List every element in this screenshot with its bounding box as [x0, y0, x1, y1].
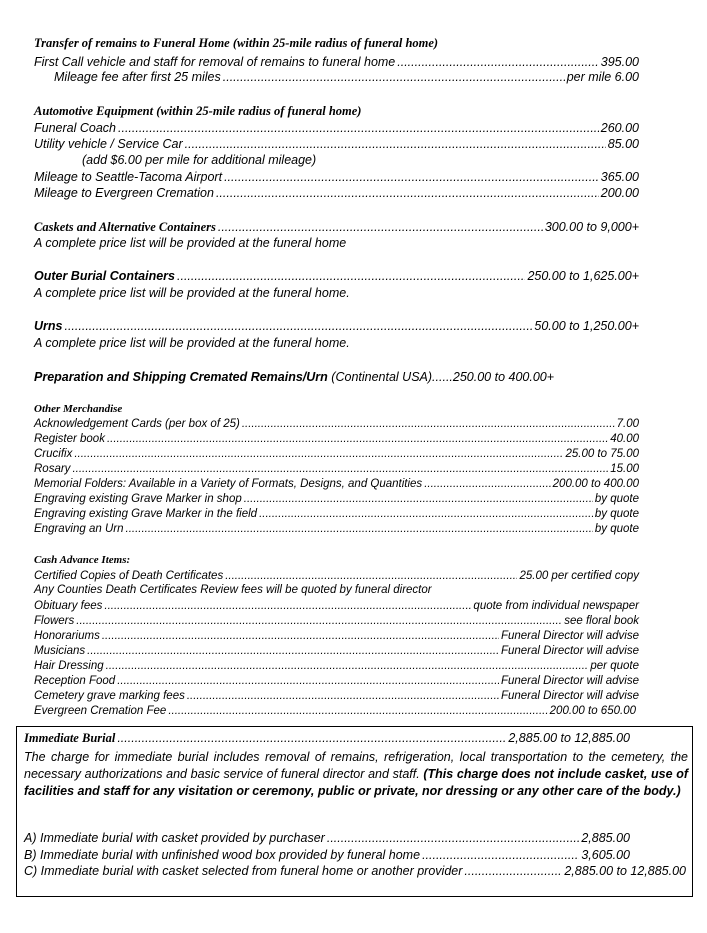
- item-value: 40.00: [610, 433, 639, 445]
- caskets-label: Caskets and Alternative Containers: [34, 220, 216, 234]
- shipping-value: ......250.00 to 400.00+: [432, 370, 555, 384]
- item-label: Memorial Folders: Available in a Variety of Formats, Designs, and Quantities: [34, 478, 423, 490]
- immediate-value: 2,885.00 to 12,885.00: [508, 731, 630, 745]
- cash-row: [34, 614, 639, 628]
- item-value: per quote: [590, 660, 639, 672]
- item-value: Funeral Director will advise: [500, 630, 639, 642]
- immediate-label: Immediate Burial: [24, 731, 116, 745]
- cash-row: [34, 599, 639, 613]
- shipping-suffix: (Continental USA): [331, 370, 433, 384]
- item-label: Obituary fees: [34, 600, 103, 612]
- urns-row: [34, 319, 639, 334]
- outer-value: 250.00 to 1,625.00+: [527, 269, 639, 283]
- item-label: Reception Food: [34, 675, 116, 687]
- caskets-row: [34, 220, 639, 235]
- merch-row: [34, 432, 639, 446]
- item-label: Funeral Coach: [34, 121, 116, 135]
- caskets-value: 300.00 to 9,000+: [544, 220, 639, 234]
- description-text: The charge for immediate burial includes removal of remains, refrigeration, local transportation to the cemetery, the necessary authorizations and basic service of funeral director and staff.: [24, 750, 688, 781]
- merch-row: [34, 462, 639, 476]
- merch-row: [34, 492, 639, 506]
- merchandise-section-title: Other Merchandise: [34, 403, 123, 415]
- item-label: Engraving an Urn: [34, 523, 124, 535]
- item-value: 200.00 to 400.00: [552, 478, 639, 490]
- item-label: Engraving existing Grave Marker in shop: [34, 493, 242, 505]
- option-value: 2,885.00: [581, 831, 630, 845]
- item-value: by quote: [594, 493, 639, 505]
- merch-row: [34, 507, 639, 521]
- item-label: Mileage to Evergreen Cremation: [34, 186, 214, 200]
- shipping-row: [34, 370, 554, 384]
- item-label: Cemetery grave marking fees: [34, 690, 185, 702]
- price-row: [34, 55, 639, 70]
- option-label: C) Immediate burial with casket selected from funeral home or another provider: [24, 864, 463, 878]
- cash-note: Any Counties Death Certificates Review fees will be quoted by funeral director: [34, 584, 432, 596]
- item-label: Flowers: [34, 615, 75, 627]
- item-value: Funeral Director will advise: [500, 645, 639, 657]
- item-value: 25.00 per certified copy: [519, 570, 639, 582]
- item-value: 15.00: [610, 463, 639, 475]
- outer-note: A complete price list will be provided at the funeral home.: [34, 286, 350, 300]
- merch-row: [34, 417, 639, 431]
- item-value: 200.00: [600, 186, 639, 200]
- item-label: Evergreen Cremation Fee: [34, 705, 167, 717]
- item-label: First Call vehicle and staff for removal of remains to funeral home: [34, 55, 396, 69]
- description-bold-text: (This charge does not include casket, use of facilities and staff for any visitation or ceremony, public or private, nor dressing or any other care of the body.): [24, 767, 688, 798]
- immediate-option: [24, 848, 630, 863]
- price-row: [34, 186, 639, 201]
- immediate-description: [24, 749, 688, 800]
- cash-row: [34, 704, 636, 718]
- urns-value: 50.00 to 1,250.00+: [534, 319, 639, 333]
- item-value: per mile 6.00: [566, 70, 639, 84]
- cash-row: [34, 569, 639, 583]
- outer-row: [34, 269, 639, 284]
- item-label: Hair Dressing: [34, 660, 104, 672]
- item-value: Funeral Director will advise: [500, 675, 639, 687]
- automotive-section-title: Automotive Equipment (within 25-mile radius of funeral home): [34, 104, 362, 118]
- item-value: see floral book: [564, 615, 639, 627]
- shipping-label: Preparation and Shipping Cremated Remains/Urn: [34, 370, 328, 384]
- item-value: 85.00: [607, 137, 639, 151]
- price-row: [34, 121, 639, 136]
- immediate-option: [24, 864, 686, 879]
- cash-row: [34, 644, 639, 658]
- cash-row: [34, 629, 639, 643]
- urns-note: A complete price list will be provided at the funeral home.: [34, 336, 350, 350]
- item-value: 365.00: [600, 170, 639, 184]
- option-value: 3,605.00: [581, 848, 630, 862]
- item-label: Musicians: [34, 645, 86, 657]
- cash-row: [34, 689, 639, 703]
- item-label: Register book: [34, 433, 105, 445]
- item-label: Mileage fee after first 25 miles: [54, 70, 221, 84]
- item-value: 7.00: [616, 418, 639, 430]
- item-value: 200.00 to 650.00: [549, 705, 636, 717]
- item-value: 260.00: [600, 121, 639, 135]
- urns-label: Urns: [34, 319, 63, 333]
- item-label: Utility vehicle / Service Car: [34, 137, 183, 151]
- item-value: Funeral Director will advise: [500, 690, 639, 702]
- immediate-option: [24, 831, 630, 846]
- item-value: by quote: [594, 508, 639, 520]
- item-label: Acknowledgement Cards (per box of 25): [34, 418, 240, 430]
- item-value: by quote: [594, 523, 639, 535]
- item-label: Honorariums: [34, 630, 100, 642]
- option-label: A) Immediate burial with casket provided by purchaser: [24, 831, 325, 845]
- outer-label: Outer Burial Containers: [34, 269, 175, 283]
- caskets-note: A complete price list will be provided at the funeral home: [34, 236, 347, 250]
- option-label: B) Immediate burial with unfinished wood box provided by funeral home: [24, 848, 421, 862]
- item-label: Crucifix: [34, 448, 73, 460]
- item-value: 395.00: [600, 55, 639, 69]
- item-value: quote from individual newspaper: [473, 600, 639, 612]
- item-value: 25.00 to 75.00: [565, 448, 639, 460]
- merch-row: [34, 447, 639, 461]
- cash-row: [34, 674, 639, 688]
- mileage-note: (add $6.00 per mile for additional mileage): [82, 153, 317, 167]
- option-value: 2,885.00 to 12,885.00: [564, 864, 686, 878]
- item-label: Mileage to Seattle-Tacoma Airport: [34, 170, 223, 184]
- price-row: [34, 137, 639, 152]
- price-row: [34, 170, 639, 185]
- immediate-burial-row: [24, 731, 630, 746]
- merch-row: [34, 477, 639, 491]
- cash-row: [34, 659, 639, 673]
- item-label: Certified Copies of Death Certificates: [34, 570, 224, 582]
- transfer-section-title: Transfer of remains to Funeral Home (within 25-mile radius of funeral home): [34, 36, 439, 50]
- item-label: Engraving existing Grave Marker in the field: [34, 508, 258, 520]
- price-row: [54, 70, 639, 85]
- merch-row: [34, 522, 639, 536]
- item-label: Rosary: [34, 463, 71, 475]
- cash-section-title: Cash Advance Items:: [34, 554, 131, 566]
